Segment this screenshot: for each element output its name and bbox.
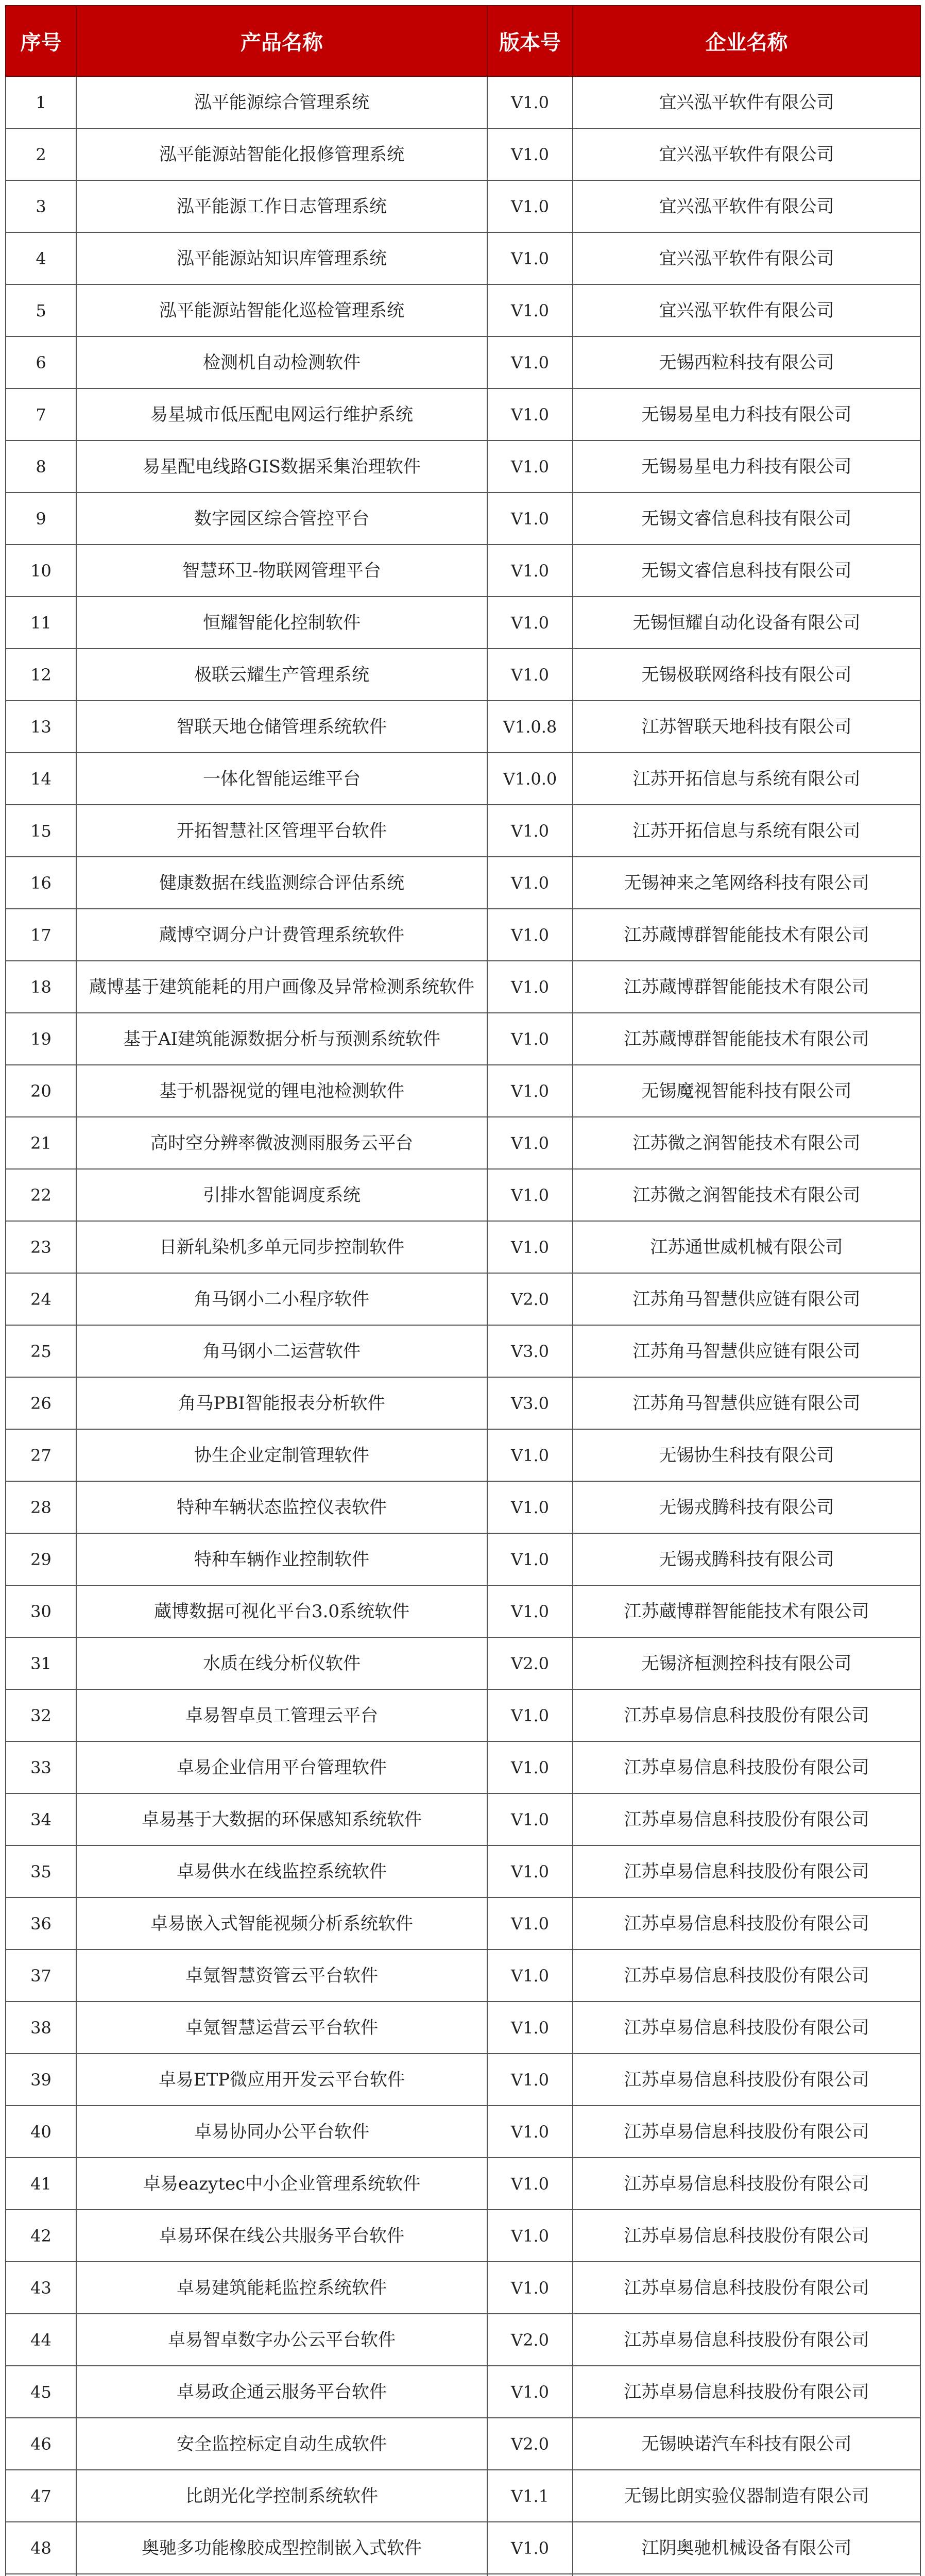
version: V1.1 <box>487 2470 573 2522</box>
product-name: 易星配电线路GIS数据采集治理软件 <box>76 440 487 493</box>
table-row <box>6 1377 920 1429</box>
company-name: 无锡映诺汽车科技有限公司 <box>573 2418 920 2470</box>
version: V1.0 <box>487 1117 573 1169</box>
row-index: 27 <box>6 1429 76 1481</box>
product-name: 日新轧染机多单元同步控制软件 <box>76 1221 487 1273</box>
table-row <box>6 1273 920 1325</box>
row-index: 19 <box>6 1013 76 1065</box>
row-index: 10 <box>6 545 76 597</box>
company-name: 江苏微之润智能技术有限公司 <box>573 1169 920 1221</box>
product-name: 安全监控标定自动生成软件 <box>76 2418 487 2470</box>
company-name: 江苏卓易信息科技股份有限公司 <box>573 2054 920 2106</box>
version: V1.0 <box>487 857 573 909</box>
table-row <box>6 232 920 284</box>
table-row <box>6 545 920 597</box>
row-index: 7 <box>6 388 76 440</box>
company-name: 江苏卓易信息科技股份有限公司 <box>573 1689 920 1741</box>
company-name: 江苏卓易信息科技股份有限公司 <box>573 1845 920 1897</box>
product-name: 卓易ETP微应用开发云平台软件 <box>76 2054 487 2106</box>
company-name: 无锡易星电力科技有限公司 <box>573 440 920 493</box>
version: V1.0 <box>487 1741 573 1793</box>
table-row <box>6 284 920 336</box>
table-row <box>6 1950 920 2002</box>
product-name <box>76 2574 487 2576</box>
table-row <box>6 1585 920 1637</box>
product-name: 智慧环卫-物联网管理平台 <box>76 545 487 597</box>
version: V1.0 <box>487 284 573 336</box>
row-index: 43 <box>6 2262 76 2314</box>
version: V1.0 <box>487 2366 573 2418</box>
version: V1.0 <box>487 232 573 284</box>
row-index: 13 <box>6 701 76 753</box>
company-name: 江苏蔵博群智能能技术有限公司 <box>573 961 920 1013</box>
row-index: 12 <box>6 649 76 701</box>
table-row <box>6 1169 920 1221</box>
product-name: 开拓智慧社区管理平台软件 <box>76 805 487 857</box>
product-name: 易星城市低压配电网运行维护系统 <box>76 388 487 440</box>
product-name: 水质在线分析仪软件 <box>76 1637 487 1689</box>
row-index: 44 <box>6 2314 76 2366</box>
product-name: 卓氪智慧资管云平台软件 <box>76 1950 487 2002</box>
company-name: 无锡戎腾科技有限公司 <box>573 1481 920 1533</box>
version: V1.0 <box>487 1429 573 1481</box>
table-row <box>6 1117 920 1169</box>
version: V1.0 <box>487 1221 573 1273</box>
row-index: 46 <box>6 2418 76 2470</box>
product-name: 泓平能源工作日志管理系统 <box>76 180 487 232</box>
company-name: 江苏蔵博群智能能技术有限公司 <box>573 909 920 961</box>
row-index: 35 <box>6 1845 76 1897</box>
company-name: 江苏角马智慧供应链有限公司 <box>573 1273 920 1325</box>
company-name: 江苏蔵博群智能能技术有限公司 <box>573 1585 920 1637</box>
version: V1.0 <box>487 1585 573 1637</box>
product-name: 基于AI建筑能源数据分析与预测系统软件 <box>76 1013 487 1065</box>
table-row <box>6 1325 920 1377</box>
table-row <box>6 180 920 232</box>
row-index: 31 <box>6 1637 76 1689</box>
version: V3.0 <box>487 1377 573 1429</box>
header-product-name: 产品名称 <box>76 6 487 76</box>
company-name: 无锡易星电力科技有限公司 <box>573 388 920 440</box>
table-row <box>6 2470 920 2522</box>
table-row <box>6 440 920 493</box>
product-name: 智联天地仓储管理系统软件 <box>76 701 487 753</box>
version: V1.0 <box>487 2054 573 2106</box>
row-index: 15 <box>6 805 76 857</box>
product-name: 卓易供水在线监控系统软件 <box>76 1845 487 1897</box>
company-name: 宜兴泓平软件有限公司 <box>573 128 920 180</box>
table-row <box>6 1637 920 1689</box>
version: V1.0 <box>487 1897 573 1950</box>
table-row <box>6 649 920 701</box>
version: V1.0 <box>487 545 573 597</box>
company-name: 江苏卓易信息科技股份有限公司 <box>573 2366 920 2418</box>
row-index: 11 <box>6 597 76 649</box>
company-name: 无锡文睿信息科技有限公司 <box>573 493 920 545</box>
product-name: 一体化智能运维平台 <box>76 753 487 805</box>
version: V1.0 <box>487 1533 573 1585</box>
row-index: 4 <box>6 232 76 284</box>
company-name: 江苏开拓信息与系统有限公司 <box>573 753 920 805</box>
row-index: 2 <box>6 128 76 180</box>
table-row <box>6 597 920 649</box>
product-name: 引排水智能调度系统 <box>76 1169 487 1221</box>
company-name: 无锡济桓测控科技有限公司 <box>573 1637 920 1689</box>
company-name: 宜兴泓平软件有限公司 <box>573 232 920 284</box>
product-name: 泓平能源站智能化巡检管理系统 <box>76 284 487 336</box>
company-name: 江苏卓易信息科技股份有限公司 <box>573 1741 920 1793</box>
company-name: 江苏卓易信息科技股份有限公司 <box>573 2314 920 2366</box>
company-name: 江苏卓易信息科技股份有限公司 <box>573 2106 920 2158</box>
company-name: 无锡协生科技有限公司 <box>573 1429 920 1481</box>
company-name: 江阴奥驰机械设备有限公司 <box>573 2522 920 2574</box>
table-row <box>6 1689 920 1741</box>
version: V1.0 <box>487 493 573 545</box>
version: V3.0 <box>487 1325 573 1377</box>
row-index: 33 <box>6 1741 76 1793</box>
version: V2.0 <box>487 2314 573 2366</box>
table-row <box>6 1481 920 1533</box>
company-name: 无锡西粒科技有限公司 <box>573 336 920 388</box>
product-name: 卓易基于大数据的环保感知系统软件 <box>76 1793 487 1845</box>
company-name: 江苏角马智慧供应链有限公司 <box>573 1325 920 1377</box>
table-row <box>6 2106 920 2158</box>
product-name: 泓平能源站智能化报修管理系统 <box>76 128 487 180</box>
row-index: 23 <box>6 1221 76 1273</box>
product-name: 卓氪智慧运营云平台软件 <box>76 2002 487 2054</box>
product-name: 角马钢小二小程序软件 <box>76 1273 487 1325</box>
company-name: 无锡文睿信息科技有限公司 <box>573 545 920 597</box>
table-row <box>6 2158 920 2210</box>
company-name: 江苏开拓信息与系统有限公司 <box>573 805 920 857</box>
version: V1.0 <box>487 2262 573 2314</box>
version: V1.0.8 <box>487 701 573 753</box>
product-name: 特种车辆作业控制软件 <box>76 1533 487 1585</box>
row-index: 25 <box>6 1325 76 1377</box>
product-name: 蔵博数据可视化平台3.0系统软件 <box>76 1585 487 1637</box>
version: V1.0 <box>487 1481 573 1533</box>
company-name: 无锡神来之笔网络科技有限公司 <box>573 857 920 909</box>
version: V1.0 <box>487 649 573 701</box>
product-name: 角马钢小二运营软件 <box>76 1325 487 1377</box>
row-index <box>6 2574 76 2576</box>
row-index: 8 <box>6 440 76 493</box>
version: V1.0 <box>487 128 573 180</box>
table-row <box>6 493 920 545</box>
product-name: 卓易eazytec中小企业管理系统软件 <box>76 2158 487 2210</box>
table-row <box>6 1741 920 1793</box>
row-index: 6 <box>6 336 76 388</box>
row-index: 30 <box>6 1585 76 1637</box>
row-index: 17 <box>6 909 76 961</box>
product-name: 奥驰多功能橡胶成型控制嵌入式软件 <box>76 2522 487 2574</box>
company-name: 宜兴泓平软件有限公司 <box>573 284 920 336</box>
row-index: 47 <box>6 2470 76 2522</box>
row-index: 9 <box>6 493 76 545</box>
row-index: 37 <box>6 1950 76 2002</box>
company-name: 无锡恒耀自动化设备有限公司 <box>573 597 920 649</box>
version: V1.0 <box>487 1950 573 2002</box>
company-name: 无锡戎腾科技有限公司 <box>573 1533 920 1585</box>
company-name: 江苏通世威机械有限公司 <box>573 1221 920 1273</box>
table-row <box>6 336 920 388</box>
table-row <box>6 2418 920 2470</box>
table-row <box>6 1533 920 1585</box>
table-row <box>6 388 920 440</box>
version: V1.0 <box>487 1793 573 1845</box>
header-row <box>6 6 920 76</box>
row-index: 5 <box>6 284 76 336</box>
version: V1.0 <box>487 1689 573 1741</box>
version: V2.0 <box>487 1273 573 1325</box>
row-index: 38 <box>6 2002 76 2054</box>
row-index: 14 <box>6 753 76 805</box>
table-row <box>6 2054 920 2106</box>
software-product-table <box>5 5 921 2576</box>
row-index: 36 <box>6 1897 76 1950</box>
company-name: 江苏角马智慧供应链有限公司 <box>573 1377 920 1429</box>
row-index: 24 <box>6 1273 76 1325</box>
product-name: 卓易嵌入式智能视频分析系统软件 <box>76 1897 487 1950</box>
company-name: 宜兴泓平软件有限公司 <box>573 180 920 232</box>
row-index: 1 <box>6 76 76 128</box>
table-row <box>6 753 920 805</box>
version: V1.0 <box>487 1169 573 1221</box>
table-row <box>6 1065 920 1117</box>
company-name: 江苏卓易信息科技股份有限公司 <box>573 2158 920 2210</box>
version: V1.0.0 <box>487 753 573 805</box>
product-name: 特种车辆状态监控仪表软件 <box>76 1481 487 1533</box>
company-name: 江苏卓易信息科技股份有限公司 <box>573 1793 920 1845</box>
table-row <box>6 857 920 909</box>
version: V1.0 <box>487 1013 573 1065</box>
table-row <box>6 2262 920 2314</box>
table-row <box>6 2522 920 2574</box>
product-name: 比朗光化学控制系统软件 <box>76 2470 487 2522</box>
version: V1.0 <box>487 76 573 128</box>
table-row <box>6 961 920 1013</box>
company-name: 无锡比朗实验仪器制造有限公司 <box>573 2470 920 2522</box>
product-name: 蔵博基于建筑能耗的用户画像及异常检测系统软件 <box>76 961 487 1013</box>
company-name: 江苏卓易信息科技股份有限公司 <box>573 2210 920 2262</box>
table-row <box>6 1013 920 1065</box>
product-name: 极联云耀生产管理系统 <box>76 649 487 701</box>
row-index: 32 <box>6 1689 76 1741</box>
version: V2.0 <box>487 1637 573 1689</box>
company-name: 江苏蔵博群智能能技术有限公司 <box>573 1013 920 1065</box>
row-index: 26 <box>6 1377 76 1429</box>
row-index: 42 <box>6 2210 76 2262</box>
company-name: 无锡魔视智能科技有限公司 <box>573 1065 920 1117</box>
company-name: 宜兴泓平软件有限公司 <box>573 76 920 128</box>
company-name <box>573 2574 920 2576</box>
table-row <box>6 76 920 128</box>
header-index: 序号 <box>6 6 76 76</box>
row-index: 21 <box>6 1117 76 1169</box>
company-name: 江苏卓易信息科技股份有限公司 <box>573 2002 920 2054</box>
table-row <box>6 1845 920 1897</box>
company-name: 无锡极联网络科技有限公司 <box>573 649 920 701</box>
company-name: 江苏微之润智能技术有限公司 <box>573 1117 920 1169</box>
table-row <box>6 2574 920 2576</box>
row-index: 41 <box>6 2158 76 2210</box>
header-company: 企业名称 <box>573 6 920 76</box>
product-name: 检测机自动检测软件 <box>76 336 487 388</box>
row-index: 22 <box>6 1169 76 1221</box>
product-name: 蔵博空调分户计费管理系统软件 <box>76 909 487 961</box>
row-index: 40 <box>6 2106 76 2158</box>
product-name: 卓易智卓数字办公云平台软件 <box>76 2314 487 2366</box>
version: V1.0 <box>487 180 573 232</box>
product-name: 恒耀智能化控制软件 <box>76 597 487 649</box>
product-name: 卓易协同办公平台软件 <box>76 2106 487 2158</box>
version: V1.0 <box>487 336 573 388</box>
row-index: 16 <box>6 857 76 909</box>
version: V1.0 <box>487 961 573 1013</box>
version: V1.0 <box>487 2522 573 2574</box>
product-name: 基于机器视觉的锂电池检测软件 <box>76 1065 487 1117</box>
product-name: 健康数据在线监测综合评估系统 <box>76 857 487 909</box>
table-row <box>6 701 920 753</box>
product-name: 卓易建筑能耗监控系统软件 <box>76 2262 487 2314</box>
product-name: 协生企业定制管理软件 <box>76 1429 487 1481</box>
product-name: 卓易政企通云服务平台软件 <box>76 2366 487 2418</box>
table-row <box>6 805 920 857</box>
row-index: 45 <box>6 2366 76 2418</box>
row-index: 48 <box>6 2522 76 2574</box>
row-index: 28 <box>6 1481 76 1533</box>
table-row <box>6 1221 920 1273</box>
row-index: 20 <box>6 1065 76 1117</box>
version: V1.0 <box>487 388 573 440</box>
version: V1.0 <box>487 597 573 649</box>
product-name: 卓易环保在线公共服务平台软件 <box>76 2210 487 2262</box>
product-name: 卓易智卓员工管理云平台 <box>76 1689 487 1741</box>
product-name: 数字园区综合管控平台 <box>76 493 487 545</box>
version: V1.0 <box>487 805 573 857</box>
table-row <box>6 128 920 180</box>
version: V1.0 <box>487 2002 573 2054</box>
product-name: 泓平能源综合管理系统 <box>76 76 487 128</box>
table-row <box>6 2210 920 2262</box>
table-row <box>6 2366 920 2418</box>
table-row <box>6 909 920 961</box>
version: V1.0 <box>487 1065 573 1117</box>
row-index: 29 <box>6 1533 76 1585</box>
product-name: 泓平能源站知识库管理系统 <box>76 232 487 284</box>
company-name: 江苏卓易信息科技股份有限公司 <box>573 1897 920 1950</box>
version: V1.0 <box>487 909 573 961</box>
version: V1.0 <box>487 2106 573 2158</box>
company-name: 江苏智联天地科技有限公司 <box>573 701 920 753</box>
table-row <box>6 2002 920 2054</box>
version: V1.0 <box>487 1845 573 1897</box>
version: V2.0 <box>487 2418 573 2470</box>
header-version: 版本号 <box>487 6 573 76</box>
company-name: 江苏卓易信息科技股份有限公司 <box>573 1950 920 2002</box>
version: V1.0 <box>487 2210 573 2262</box>
table-row <box>6 1429 920 1481</box>
product-name: 角马PBI智能报表分析软件 <box>76 1377 487 1429</box>
table-row <box>6 2314 920 2366</box>
version <box>487 2574 573 2576</box>
product-name: 卓易企业信用平台管理软件 <box>76 1741 487 1793</box>
row-index: 39 <box>6 2054 76 2106</box>
version: V1.0 <box>487 2158 573 2210</box>
row-index: 34 <box>6 1793 76 1845</box>
table-row <box>6 1897 920 1950</box>
row-index: 18 <box>6 961 76 1013</box>
company-name: 江苏卓易信息科技股份有限公司 <box>573 2262 920 2314</box>
row-index: 3 <box>6 180 76 232</box>
version: V1.0 <box>487 440 573 493</box>
product-name: 高时空分辨率微波测雨服务云平台 <box>76 1117 487 1169</box>
table-row <box>6 1793 920 1845</box>
